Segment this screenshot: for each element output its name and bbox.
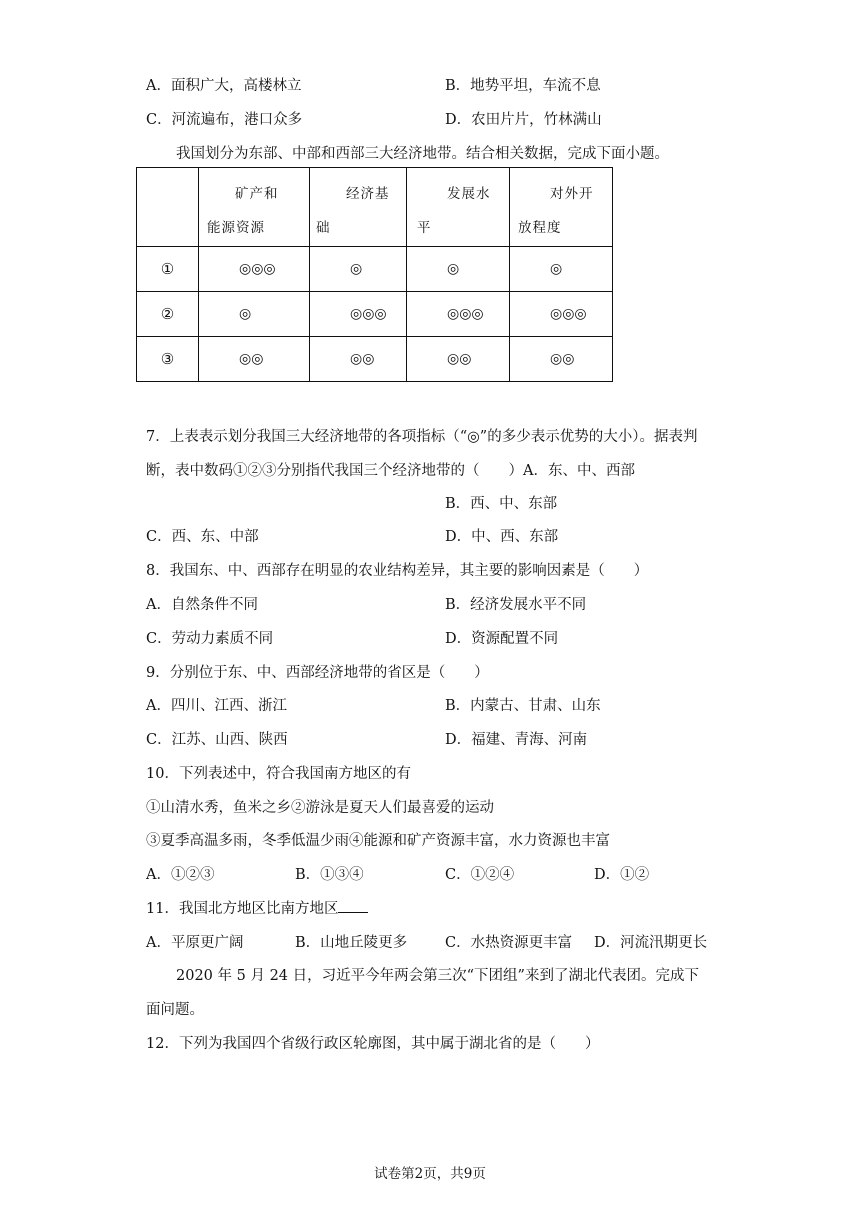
header-line2: 础: [316, 220, 331, 236]
table-header-cell: [407, 168, 510, 247]
q9-option-a: A．四川、江西、浙江: [146, 698, 287, 714]
q10-option-b: B．①③④: [295, 867, 364, 883]
intro-hubei-line1: 2020 年 5 月 24 日，习近平今年两会第三次“下团组”来到了湖北代表团。完成下: [176, 968, 699, 984]
q11-option-b: B．山地丘陵更多: [295, 935, 408, 951]
q7-stem-line2: [146, 459, 635, 480]
intro-hubei-line2: 面问题。: [146, 1002, 204, 1018]
economic-zone-table: [136, 167, 613, 382]
q6-option-a: A．面积广大，高楼林立: [146, 78, 302, 94]
table-header-cell: [199, 168, 310, 247]
table-header-cell: [310, 168, 407, 247]
row-label: ②: [137, 292, 199, 337]
q10-stem: 10．下列表述中，符合我国南方地区的有: [146, 766, 411, 782]
q8-option-a: A．自然条件不同: [146, 597, 258, 613]
table-cell: ◎◎◎: [199, 247, 310, 292]
q10-option-d: D．①②: [594, 867, 650, 883]
q7-stem: 断，表中数码①②③分别指代我国三个经济地带的（ ）: [146, 463, 523, 479]
q7-option-a: A．东、中、西部: [523, 463, 635, 479]
q7-stem-line1: 7．上表表示划分我国三大经济地带的各项指标（“◎”的多少表示优势的大小）。据表判: [146, 429, 698, 445]
table-cell: ◎: [510, 247, 613, 292]
table-cell: ◎◎: [407, 337, 510, 382]
table-row: [137, 247, 613, 292]
header-line1: 经济基: [346, 186, 390, 202]
table-cell: ◎: [310, 247, 407, 292]
header-line2: 放程度: [518, 220, 562, 236]
q10-option-a: A．①②③: [146, 867, 215, 883]
table-row: [137, 337, 613, 382]
page-footer: 试卷第2页，共9页: [374, 1166, 486, 1182]
q7-option-d: D．中、西、东部: [445, 529, 559, 545]
q11-stem: 11．我国北方地区比南方地区: [146, 901, 339, 917]
q8-option-b: B．经济发展水平不同: [445, 597, 587, 613]
table-cell: ◎: [199, 292, 310, 337]
q6-option-b: B．地势平坦，车流不息: [445, 78, 601, 94]
q8-option-c: C．劳动力素质不同: [146, 631, 274, 647]
q9-stem: 9．分别位于东、中、西部经济地带的省区是（ ）: [146, 665, 489, 681]
header-line1: 矿产和: [235, 186, 279, 202]
q11-option-d: D．河流汛期更长: [594, 935, 708, 951]
table-header-cell: [510, 168, 613, 247]
q11-stem-line: [146, 897, 368, 918]
table-cell: ◎◎◎: [310, 292, 407, 337]
q10-items-line2: ③夏季高温多雨，冬季低温少雨④能源和矿产资源丰富，水力资源也丰富: [146, 833, 610, 849]
row-label: ①: [137, 247, 199, 292]
table-cell: ◎◎: [199, 337, 310, 382]
header-line2: 平: [417, 220, 432, 236]
q10-option-c: C．①②④: [445, 867, 515, 883]
table-cell: ◎◎: [510, 337, 613, 382]
q9-option-b: B．内蒙古、甘肃、山东: [445, 698, 601, 714]
header-line1: 发展水: [447, 186, 491, 202]
q10-items-line1: ①山清水秀，鱼米之乡②游泳是夏天人们最喜爱的运动: [146, 800, 494, 816]
table-cell: ◎: [407, 247, 510, 292]
table-cell: ◎◎◎: [407, 292, 510, 337]
table-corner-cell: [137, 168, 199, 247]
intro-economic-zones: 我国划分为东部、中部和西部三大经济地带。结合相关数据，完成下面小题。: [176, 146, 669, 162]
table-row: [137, 292, 613, 337]
q11-option-c: C．水热资源更丰富: [445, 935, 573, 951]
row-label: ③: [137, 337, 199, 382]
table-cell: ◎◎: [310, 337, 407, 382]
q11-option-a: A．平原更广阔: [146, 935, 244, 951]
answer-blank: [338, 900, 368, 913]
table-header-row: [137, 168, 613, 247]
q6-option-c: C．河流遍布，港口众多: [146, 112, 303, 128]
q8-stem: 8．我国东、中、西部存在明显的农业结构差异，其主要的影响因素是（ ）: [146, 563, 649, 579]
header-line2: 能源资源: [207, 220, 265, 236]
q9-option-d: D．福建、青海、河南: [445, 732, 588, 748]
q7-option-b: B．西、中、东部: [445, 496, 558, 512]
table-cell: ◎◎◎: [510, 292, 613, 337]
q8-option-d: D．资源配置不同: [445, 631, 559, 647]
q12-stem: 12．下列为我国四个省级行政区轮廓图，其中属于湖北省的是（ ）: [146, 1036, 600, 1052]
q7-option-c: C．西、东、中部: [146, 529, 259, 545]
q6-option-d: D．农田片片，竹林满山: [445, 112, 602, 128]
q9-option-c: C．江苏、山西、陕西: [146, 732, 288, 748]
header-line1: 对外开: [550, 186, 594, 202]
